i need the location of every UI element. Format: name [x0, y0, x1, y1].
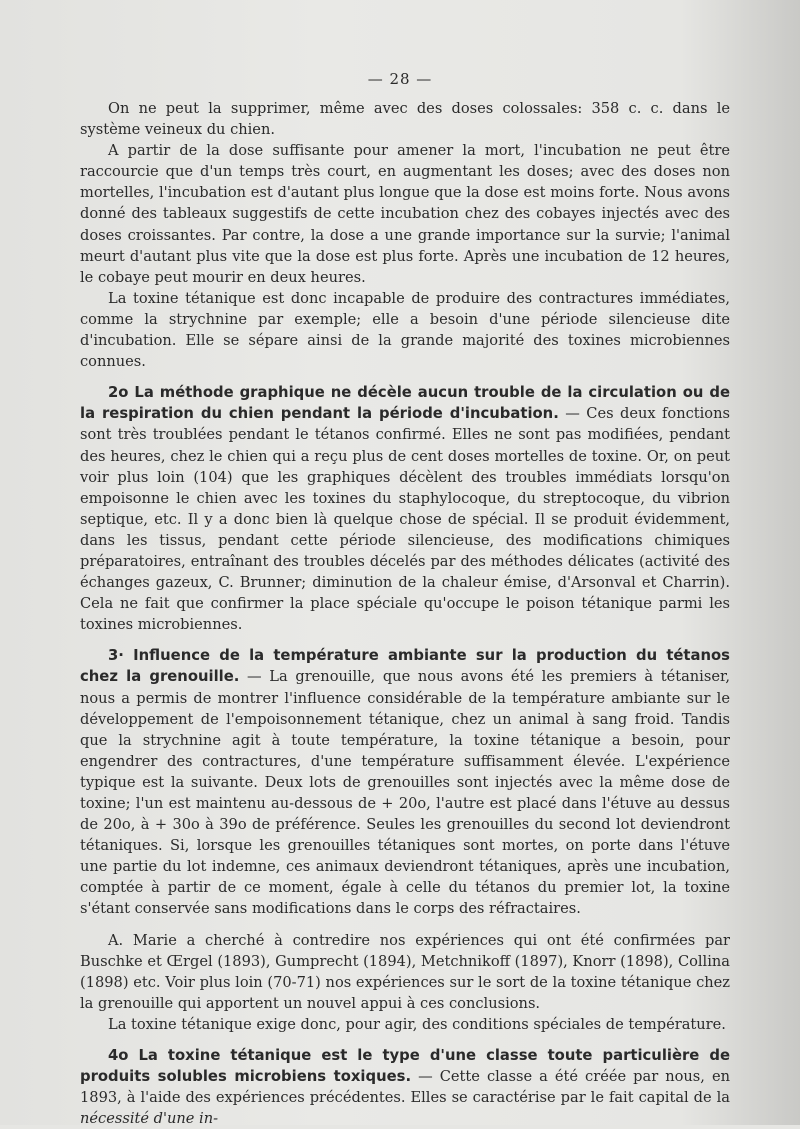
section-4 — [80, 1045, 730, 1129]
section-3-heading: 3· Influence de la température ambiante sur la production du tétanos chez la grenouille. — [80, 647, 730, 686]
page-body — [80, 98, 730, 1129]
paragraph-3 — [80, 288, 730, 372]
paragraph-marie — [80, 930, 730, 1014]
paragraph-text: A partir de la dose suffisante pour amener la mort, l'incubation ne peut être raccourcie que d'un temps très court, en augmentant les doses; avec des doses non mortelles, l'incubation est d'autant plus longue que la dose est moins forte. Nous avons donné des tableaux suggestifs de cette incubation chez des cobayes injectés avec des doses croissantes. Par contre, la dose a une grande importance sur la survie; l'animal meurt d'autant plus vite que la dose est plus forte. Après une incubation de 12 heures, le cobaye peut mourir en deux heures. — [80, 142, 730, 286]
paragraph-text: La toxine tétanique est donc incapable de produire des contractures immédiates, comme la strychnine par exemple; elle a besoin d'une période silencieuse dite d'incubation. Elle se sépare ainsi de la grande majorité des toxines microbiennes connues. — [80, 289, 730, 371]
paragraph-2 — [80, 140, 730, 288]
page-number: — 28 — — [367, 70, 433, 88]
section-3-text: — La grenouille, que nous avons été les premiers à tétaniser, nous a permis de montrer l'influence considérable de la température ambiante sur le développement de l'empoisonnement tétanique, chez un animal à sang froid. Tandis que la strychnine agit à toute température, la toxine tétanique a besoin, pour engendrer des contractures, d'une température suffisamment élevée. L'expérience typique est la suivante. Deux lots de grenouilles sont injectés avec la même dose de toxine; l'un est maintenu au-dessous de + 20o, l'autre est placé dans l'étuve au dessus de 20o, à + 30o à 39o de préférence. Seules les grenouilles du second lot deviendront tétaniques. Si, lorsque les grenouilles tétaniques sont mortes, on porte dans l'étuve une partie du lot indemne, ces animaux deviendront tétaniques, après une incubation, comptée à partir de ce moment, égale à celle du tétanos du premier lot, la toxine s'étant conservée sans modifications dans le corps des réfractaires. — [80, 668, 730, 918]
paragraph-text: La toxine tétanique exige donc, pour agir, des conditions spéciales de température. — [108, 1015, 726, 1033]
paragraph-conclusion — [80, 1014, 730, 1035]
paragraph-text: On ne peut la supprimer, même avec des doses colossales: 358 c. c. dans le système veineux du chien. — [80, 100, 730, 139]
section-2 — [80, 382, 730, 635]
section-2-text: — Ces deux fonctions sont très troublées pendant le tétanos confirmé. Elles ne sont pas modifiées, pendant des heures, chez le chien qui a reçu plus de cent doses mortelles de toxine. Or, on peut voir plus loin (104) que les graphiques décèlent des troubles immédiats lorsqu'on empoisonne le chien avec les toxines du staphylocoque, du streptocoque, du vibrion septique, etc. Il y a donc bien là quelque chose de spécial. Il se produit évidemment, dans les tissus, pendant cette période silencieuse, des modifications chimiques préparatoires, entraînant des troubles décelés par des méthodes délicates (activité des échanges gazeux, C. Brunner; diminution de la chaleur émise, d'Arsonval et Charrin). Cela ne fait que confirmer la place spéciale qu'occupe le poison tétanique parmi les toxines microbiennes. — [80, 405, 730, 634]
section-3 — [80, 645, 730, 919]
section-2-heading: 2o La méthode graphique ne décèle aucun trouble de la circulation ou de la respiration du chien pendant la période d'incubation. — [80, 384, 730, 423]
paragraph-1 — [80, 98, 730, 140]
paragraph-text: A. Marie a cherché à contredire nos expériences qui ont été confirmées par Buschke et Œrgel (1893), Gumprecht (1894), Metchnikoff (1897), Knorr (1898), Collina (1898) etc. Voir plus loin (70-71) nos expériences sur le sort de la toxine tétanique chez la grenouille qui apportent un nouvel appui à ces conclusions. — [80, 931, 730, 1012]
section-4-italic: nécessité d'une in- — [80, 1110, 219, 1128]
section-4-text: — Cette classe a été créée par nous, en 1893, à l'aide des expériences précédentes. Elles se caractérise par le fait capital de la — [80, 1068, 730, 1107]
section-4-heading: 4o La toxine tétanique est le type d'une classe toute particulière de produits solubles microbiens toxiques. — [80, 1047, 730, 1086]
